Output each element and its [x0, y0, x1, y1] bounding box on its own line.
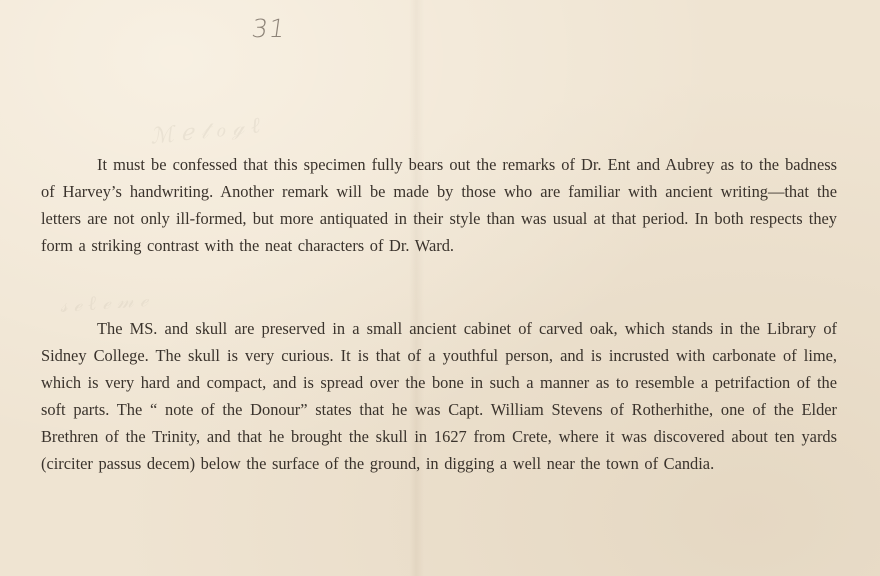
bleed-through-script: 𝓈 ℯ ℓ ℯ 𝓂 ℯ [59, 286, 149, 318]
bleed-through-script: ℳ ℯ 𝓉 ℴ ℊ ℓ [149, 113, 262, 150]
page-number: 31 [249, 14, 288, 43]
paragraph-block-1 [41, 151, 837, 259]
paragraph-block-2 [41, 315, 837, 477]
body-paragraph: The MS. and skull are preserved in a small ancient cabinet of carved oak, which stands in the Library of Sidney College. The skull is very curious. It is that of a youthful person, and is incrusted with carbonate of lime, which is very hard and compact, and is spread over the bone in such a manner as to resemble a petrifaction of the soft parts. The “ note of the Donour” states that he was Capt. William Stevens of Rotherhithe, one of the Elder Brethren of the Trinity, and that he brought the skull in 1627 from Crete, where it was discovered about ten yards (circiter passus decem) below the surface of the ground, in digging a well near the town of Candia. [41, 319, 837, 473]
body-paragraph: It must be confessed that this specimen fully bears out the remarks of Dr. Ent and Aubrey as to the badness of Harvey’s handwriting. Another remark will be made by those who are familiar with ancient writing—that the letters are not only ill-formed, but more antiquated in their style than was usual at that period. In both respects they form a striking contrast with the neat characters of Dr. Ward. [41, 155, 837, 255]
